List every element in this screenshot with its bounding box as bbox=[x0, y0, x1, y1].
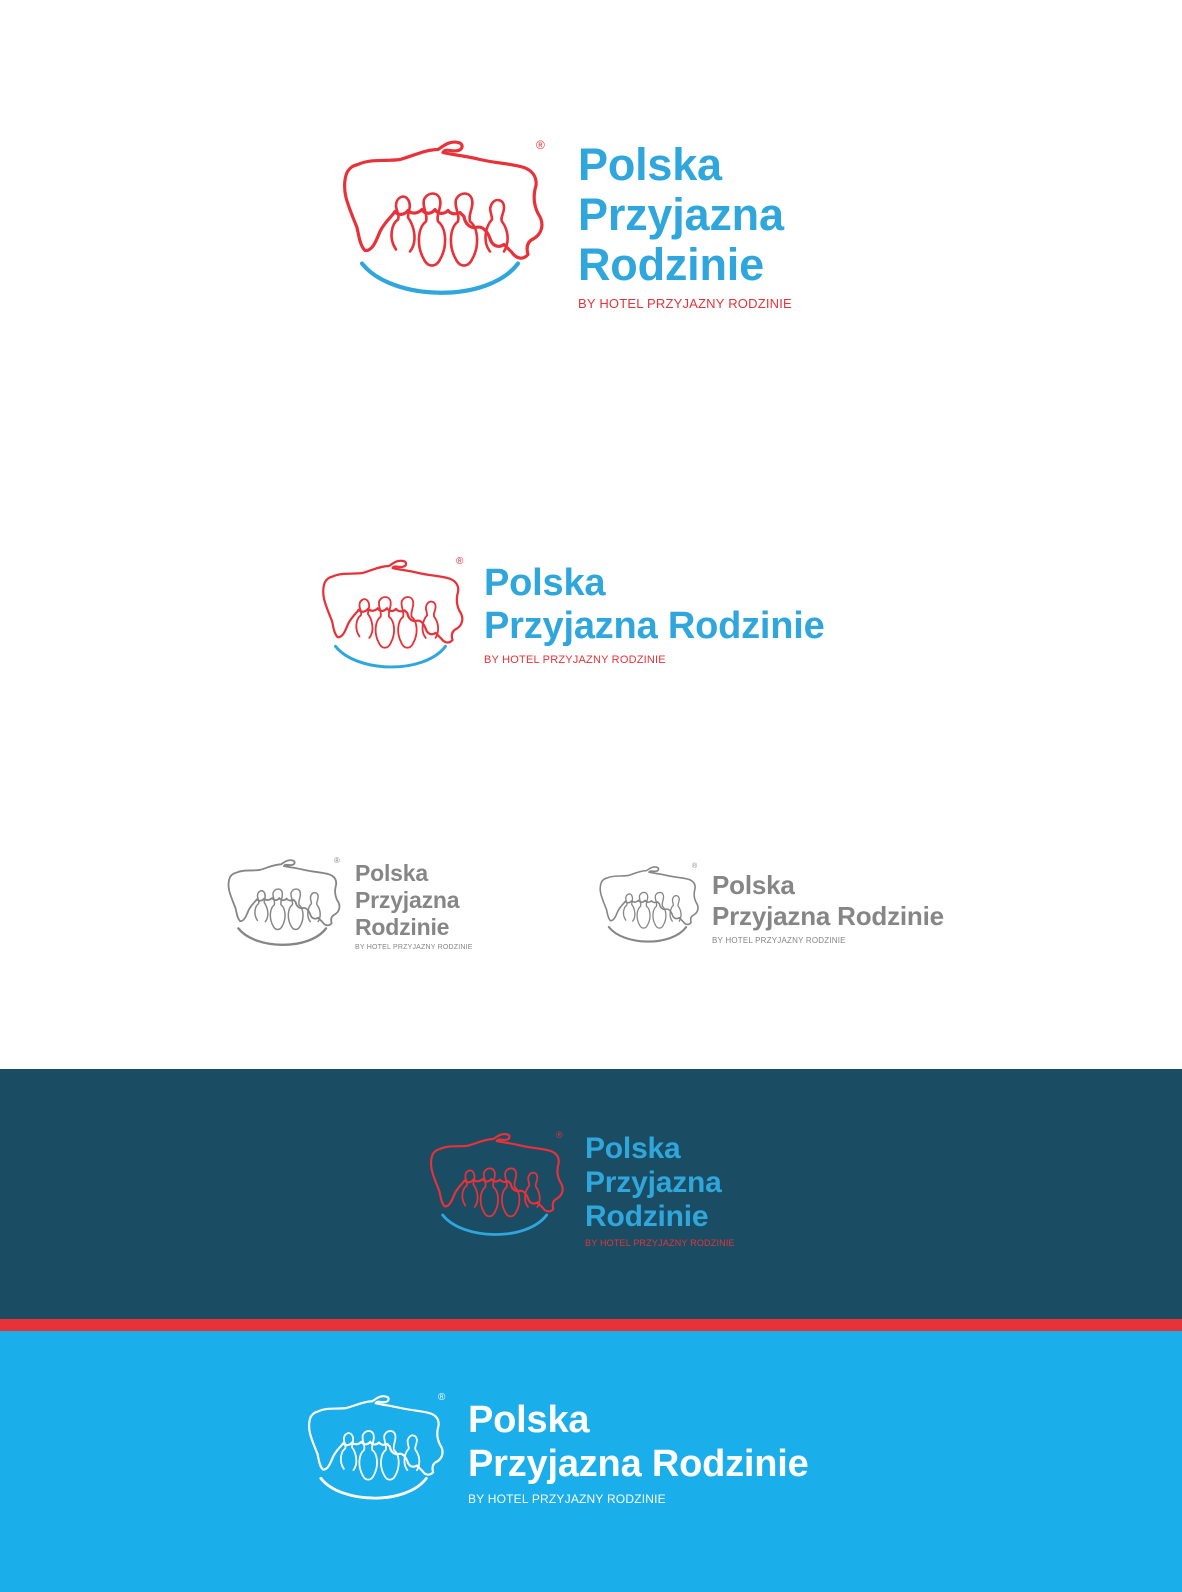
logo-gray-horizontal bbox=[598, 858, 1038, 968]
wordmark bbox=[578, 140, 792, 311]
byline: BY HOTEL PRZYJAZNY RODZINIE bbox=[484, 654, 666, 666]
logo-mark bbox=[226, 850, 344, 968]
logo-white-on-blue bbox=[306, 1384, 946, 1534]
wordmark bbox=[484, 562, 825, 666]
logo-full-color-stacked bbox=[340, 124, 840, 334]
logo-mark bbox=[320, 548, 468, 696]
byline: BY HOTEL PRZYJAZNY RODZINIE bbox=[585, 1238, 735, 1248]
logo-gray-stacked bbox=[226, 850, 516, 970]
registered-mark: ® bbox=[692, 863, 698, 870]
wordmark-line-polska: Polska bbox=[578, 139, 722, 190]
wordmark bbox=[585, 1132, 735, 1248]
wordmark-line-polska: Polska bbox=[468, 1399, 590, 1441]
registered-mark: ® bbox=[438, 1392, 446, 1403]
wordmark-line-rodzinie: Rodzinie bbox=[578, 239, 764, 290]
byline: BY HOTEL PRZYJAZNY RODZINIE bbox=[712, 936, 846, 945]
wordmark-line-przyjazna: Przyjazna bbox=[355, 887, 460, 913]
registered-mark: ® bbox=[456, 556, 464, 567]
wordmark-line-polska: Polska bbox=[484, 562, 606, 604]
logo-mark bbox=[306, 1384, 448, 1526]
wordmark-line-przyjazna: Przyjazna bbox=[585, 1166, 722, 1199]
byline: BY HOTEL PRZYJAZNY RODZINIE bbox=[578, 296, 792, 311]
wordmark-line-rodzinie: Rodzinie bbox=[585, 1200, 709, 1233]
byline: BY HOTEL PRZYJAZNY RODZINIE bbox=[468, 1492, 666, 1506]
byline: BY HOTEL PRZYJAZNY RODZINIE bbox=[355, 944, 473, 951]
wordmark bbox=[468, 1398, 809, 1506]
wordmark-line-rodzinie: Rodzinie bbox=[355, 914, 450, 940]
wordmark-line-polska: Polska bbox=[585, 1132, 681, 1165]
wordmark-line-przyjazna: Przyjazna bbox=[578, 189, 784, 240]
wordmark bbox=[355, 860, 473, 951]
logo-mark bbox=[598, 858, 702, 962]
logo-mark bbox=[340, 124, 550, 334]
wordmark bbox=[712, 870, 944, 945]
registered-mark: ® bbox=[334, 856, 340, 865]
wordmark-line-polska: Polska bbox=[355, 860, 428, 886]
registered-mark: ® bbox=[556, 1130, 563, 1140]
registered-mark: ® bbox=[536, 138, 545, 152]
red-stripe bbox=[0, 1319, 1182, 1331]
logo-full-color-on-dark bbox=[428, 1122, 788, 1272]
logo-full-color-horizontal bbox=[320, 548, 940, 698]
wordmark-line-polska: Polska bbox=[712, 870, 795, 900]
logo-mark bbox=[428, 1122, 568, 1262]
wordmark-line-przyjazna-rodzinie: Przyjazna Rodzinie bbox=[712, 901, 944, 931]
wordmark-line-przyjazna-rodzinie: Przyjazna Rodzinie bbox=[468, 1443, 809, 1485]
wordmark-line-przyjazna-rodzinie: Przyjazna Rodzinie bbox=[484, 605, 825, 647]
